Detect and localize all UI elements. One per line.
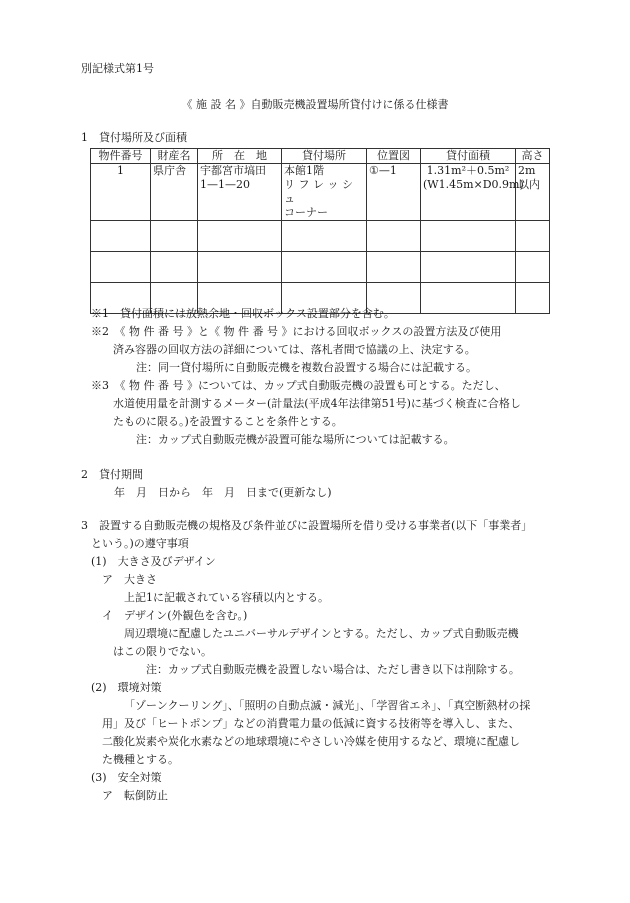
area-line-2: (W1.45m×D0.9m): [423, 178, 524, 191]
environment-text-1: 「ゾーンクーリング」、「照明の自動点滅・減光」、「学習省エネ」、「真空断熱材の採: [124, 699, 531, 712]
item-i-design-text-continued: はこの限りでない。: [113, 645, 212, 658]
table-row-empty: [91, 252, 550, 283]
item-i-design-text: 周辺環境に配慮したユニバーサルデザインとする。ただし、カップ式自動販売機: [124, 627, 519, 640]
note-3: ※3 《 物 件 番 号 》については、カップ式自動販売機の設置も可とする。ただし、: [91, 379, 506, 392]
item-a-size-text: 上記1に記載されている容積以内とする。: [124, 591, 329, 604]
section-1-heading: 1 貸付場所及び面積: [81, 131, 187, 144]
place-line-1: 本館1階: [284, 164, 324, 177]
header-property-number: 物件番号: [91, 149, 151, 164]
environment-text-3: 二酸化炭素や炭化水素などの地球環境にやさしい冷媒を使用するなど、環境に配慮し: [102, 735, 520, 748]
header-lease-place: 貸付場所: [282, 149, 367, 164]
item-a-size: ア 大きさ: [102, 573, 157, 586]
item-a-fall-prevention: ア 転倒防止: [102, 789, 168, 802]
address-line-1: 宇都宮市塙田: [200, 164, 266, 177]
header-property-name: 財産名: [151, 149, 198, 164]
height-line-2: 以内: [518, 178, 540, 191]
cell-location-map: ①—1: [367, 164, 421, 221]
cell-address: [198, 164, 282, 221]
form-label: 別記様式第1号: [81, 62, 154, 75]
item-i-design-note: 注：カップ式自動販売機を設置しない場合は、ただし書き以下は削除する。: [146, 663, 520, 676]
table-header-row: [91, 149, 550, 164]
header-address: 所 在 地: [198, 149, 282, 164]
cell-lease-place: [282, 164, 367, 221]
subsection-1-heading: (1) 大きさ及びデザイン: [91, 555, 216, 568]
note-2-remark: 注：同一貸付場所に自動販売機を複数台設置する場合には記載する。: [136, 361, 477, 374]
subsection-3-heading: (3) 安全対策: [91, 771, 162, 784]
note-2: ※2 《 物 件 番 号 》と《 物 件 番 号 》における回収ボックスの設置方法及び使用: [91, 325, 502, 338]
place-line-3: コーナー: [284, 206, 328, 219]
cell-property-number: 1: [91, 164, 151, 221]
address-line-2: 1—1—20: [200, 178, 250, 191]
item-i-design: イ デザイン(外観色を含む。): [102, 609, 248, 622]
cell-property-name: 県庁舎: [151, 164, 198, 221]
subsection-2-heading: (2) 環境対策: [91, 681, 162, 694]
document-title: 《 施 設 名 》自動販売機設置場所貸付けに係る仕様書: [181, 98, 449, 111]
environment-text-2: 用」及び「ヒートポンプ」などの消費電力量の低減に資する技術等を導入し、また、: [102, 717, 520, 730]
note-3-continued-2: たものに限る。)を設置することを条件とする。: [113, 415, 343, 428]
note-2-continued: 済み容器の回収方法の詳細については、落札者間で協議の上、決定する。: [113, 343, 476, 356]
note-1: ※1 貸付面積には放熱余地・回収ボックス設置部分を含む。: [91, 307, 395, 320]
cell-height: [516, 164, 550, 221]
table-row-empty: [91, 221, 550, 252]
lease-period-text: 年 月 日から 年 月 日まで(更新なし): [114, 486, 332, 499]
lease-area-table: [90, 148, 550, 314]
note-3-continued-1: 水道使用量を計測するメーター(計量法(平成4年法律第51号)に基づく検査に合格し: [113, 397, 521, 410]
note-3-remark: 注：カップ式自動販売機が設置可能な場所については記載する。: [136, 433, 455, 446]
cell-lease-area: [421, 164, 524, 221]
place-line-2: リ フ レ ッ シ ュ: [284, 178, 353, 205]
section-2-heading: 2 貸付期間: [81, 468, 143, 481]
area-line-1: 1.31m²＋0.5m²: [426, 164, 510, 177]
height-line-1: 2m: [518, 164, 536, 177]
header-lease-area: 貸付面積: [421, 149, 516, 164]
table-row: [91, 164, 550, 221]
header-height: 高さ: [516, 149, 550, 164]
header-location-map: 位置図: [367, 149, 421, 164]
section-3-heading: 3 設置する自動販売機の規格及び条件並びに設置場所を借り受ける事業者(以下「事業者」: [81, 519, 533, 532]
environment-text-4: た機種とする。: [102, 753, 179, 766]
section-3-heading-continued: という。)の遵守事項: [91, 537, 189, 550]
